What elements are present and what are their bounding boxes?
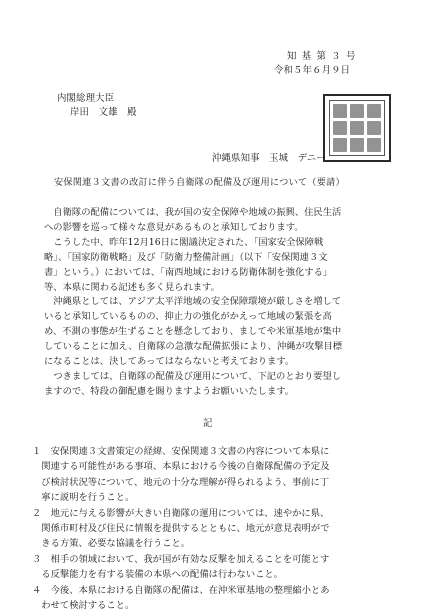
request-item-line: 関連する可能性がある事項、本県における今後の自衛隊配備の予定及 bbox=[32, 461, 330, 473]
body-paragraph-line: していることに加え、自衛隊の急激な配備拡張により、沖縄が攻撃目標 bbox=[44, 341, 343, 353]
document-title: 安保関連３文書の改訂に伴う自衛隊の配備及び運用について（要請） bbox=[54, 177, 345, 188]
body-paragraph-line: 略」、「国家防衛戦略」及び「防衛力整備計画」（以下「安保関連３文 bbox=[44, 251, 328, 263]
document-body bbox=[44, 206, 384, 400]
request-item-line: わせて検討すること。 bbox=[32, 600, 135, 612]
body-paragraph-line: への影響を巡って様々な意見があるものと承知しております。 bbox=[44, 221, 304, 233]
request-item-line: ２ 地元に与える影響が大きい自衛隊の運用については、速やかに県、 bbox=[32, 507, 330, 519]
body-paragraph-line: つきましては、自衛隊の配備及び運用について、下記のとおり要望し bbox=[44, 370, 342, 382]
body-paragraph-line: になることは、決してあってはならないと考えております。 bbox=[44, 356, 295, 368]
sender-name: 沖縄県知事 玉城 デニー bbox=[212, 153, 326, 164]
reference-number: 知 基 第 ３ 号 bbox=[287, 51, 357, 62]
request-item-line: ３ 相手の領域において、我が国が有効な反撃を加えることを可能とす bbox=[32, 553, 330, 565]
ki-heading: 記 bbox=[203, 418, 213, 429]
request-item-line: 関係市町村及び住民に情報を提供するとともに、地元が意見表明がで bbox=[32, 523, 330, 535]
body-paragraph-line: いると承知しているものの、抑止力の強化がかえって地域の緊張を高 bbox=[44, 311, 332, 323]
request-items bbox=[32, 444, 392, 613]
document-date: 令和５年６月９日 bbox=[274, 65, 351, 76]
body-paragraph-line: 自衛隊の配備については、我が国の安全保障や地域の振興、住民生活 bbox=[44, 207, 342, 218]
request-item-line: び検討状況等について、地元の十分な理解が得られるよう、事前に丁 bbox=[32, 476, 330, 488]
request-item-line: ４ 今後、本県における自衛隊の配備は、在沖米軍基地の整理縮小とあ bbox=[32, 584, 330, 596]
official-seal bbox=[323, 94, 391, 162]
request-item-line: きる方策、必要な協議を行うこと。 bbox=[32, 538, 191, 550]
seal-characters bbox=[333, 104, 381, 152]
body-paragraph-line: こうした中、昨年12月16日に閣議決定された、「国家安全保障戦 bbox=[44, 236, 324, 248]
body-paragraph-line: 沖縄県としては、アジア太平洋地域の安全保障環境が厳しさを増して bbox=[44, 296, 342, 308]
addressee-title: 内閣総理大臣 bbox=[57, 93, 115, 104]
body-paragraph-line: ますので、特段の御配慮を賜りますようお願いいたします。 bbox=[44, 385, 295, 397]
body-paragraph-line: 書」という。）においては、「南西地域における防衛体制を強化する」 bbox=[44, 266, 333, 278]
request-item-line: 寧に説明を行うこと。 bbox=[32, 492, 135, 504]
addressee-name: 岸田 文雄 殿 bbox=[70, 107, 137, 118]
body-paragraph-line: め、不測の事態が生ずることを懸念しており、ましてや米軍基地が集中 bbox=[44, 326, 342, 338]
body-paragraph-line: 等、本県に関わる記述も多く見られます。 bbox=[44, 281, 220, 293]
request-item-line: １ 安保関連３文書策定の経緯、安保関連３文書の内容について本県に bbox=[32, 446, 330, 457]
request-item-line: る反撃能力を有する装備の本県への配備は行わないこと。 bbox=[32, 569, 284, 581]
